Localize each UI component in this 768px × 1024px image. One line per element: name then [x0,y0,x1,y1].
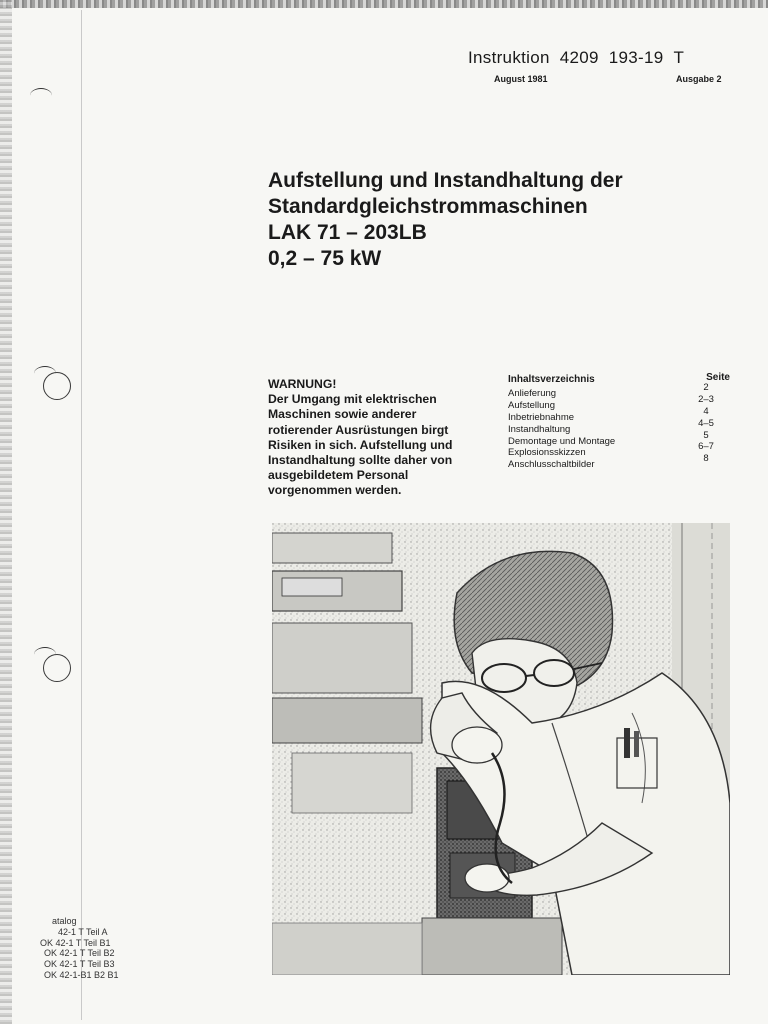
scan-left-edge [0,0,12,1024]
document-suffix: T [673,48,685,67]
warning-line: Risiken in sich. Aufstellung und [268,437,453,452]
toc-item-page: 6–7 [698,441,714,453]
title-line: Aufstellung und Instandhaltung der [268,169,623,192]
catalog-row: atalog [52,916,77,926]
catalog-row: OK 42-1-B1 B2 B1 [44,969,119,980]
toc-item-page: 2 [703,382,709,393]
document-title [268,168,708,272]
punch-mark-top [30,88,52,103]
toc-item-page: 5 [703,429,709,441]
document-meta-line [468,74,738,86]
scan-top-edge [0,0,768,8]
document-id-line [468,48,738,68]
toc-item-label: Aufstellung [508,399,556,411]
title-line: Standardgleichstrommaschinen [268,195,588,218]
warning-line: Der Umgang mit elektrischen [268,392,437,407]
catalog-row: OK 42-1 T Teil B2 [44,948,115,959]
title-line: LAK 71 – 203LB [268,221,427,244]
warning-line: Maschinen sowie anderer [268,407,417,422]
table-of-contents [508,374,730,471]
toc-item-label: Explosionsskizzen [508,447,586,459]
toc-item-page: 4–5 [698,417,714,429]
toc-item-label: Anlieferung [508,388,557,399]
document-number: 4209 [559,48,599,67]
warning-line: vorgenommen werden. [268,483,402,498]
toc-item-label: Anschlusschaltbilder [508,459,595,471]
warning-line: rotierender Ausrüstungen birgt [268,422,449,437]
title-line: 0,2 – 75 kW [268,247,382,270]
punch-arc-lower [34,647,56,662]
warning-line: ausgebildetem Personal [268,468,409,483]
warning-heading: WARNUNG! [268,377,337,391]
technician-photo-illustration [272,523,730,975]
catalog-row: 42-1 T Teil A [58,926,108,937]
catalog-row: OK 42-1 T Teil B3 [44,959,115,970]
toc-item-page: 8 [703,453,709,465]
document-code: 193-19 [608,48,664,67]
toc-item-label: Instandhaltung [508,423,571,435]
document-date: August 1981 [494,74,548,84]
catalog-row: OK 42-1 T Teil B1 [40,937,111,948]
document-edition: Ausgabe 2 [676,74,722,84]
toc-item-page: 4 [703,405,709,417]
toc-heading: Inhaltsverzeichnis [508,374,595,385]
cover-photo [272,523,730,975]
toc-item-label: Demontage und Montage [508,435,616,447]
punch-arc-upper [34,366,56,381]
document-type: Instruktion [468,48,550,67]
page-fold-line [81,10,82,1020]
warning-notice [268,377,488,499]
catalog-reference-list [40,916,119,981]
document-header [468,48,738,86]
toc-item-label: Inbetriebnahme [508,411,575,423]
toc-item-page: 2–3 [698,393,714,405]
toc-page-heading: Seite [706,372,730,383]
warning-line: Instandhaltung sollte daher von [268,453,453,468]
